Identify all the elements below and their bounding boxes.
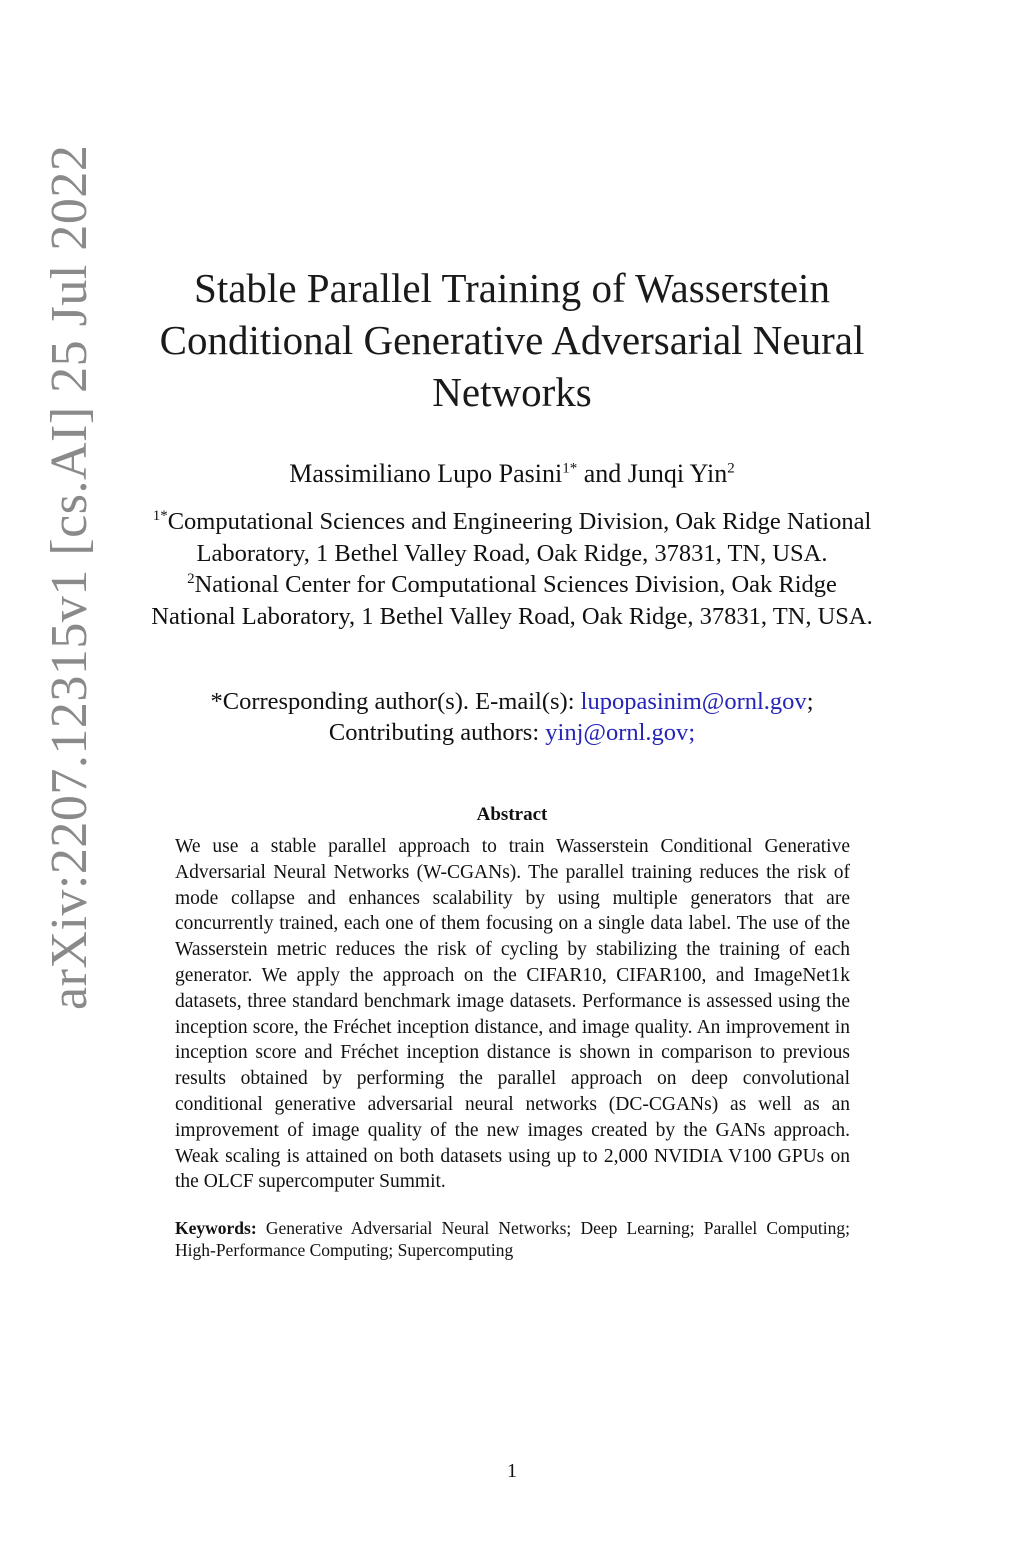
corresponding-email-separator: ;	[806, 688, 814, 715]
affiliation-2	[150, 569, 874, 632]
corresponding-author-label: *Corresponding author(s). E-mail(s):	[210, 688, 581, 715]
contributing-email-link[interactable]: yinj@ornl.gov	[545, 719, 689, 746]
author-name-2: Junqi Yin	[627, 459, 728, 488]
author-name-1: Massimiliano Lupo Pasini	[289, 459, 563, 488]
affiliation-2-marker: 2	[187, 570, 195, 587]
abstract-heading: Abstract	[476, 804, 548, 825]
contributing-author-line	[150, 717, 874, 748]
corresponding-author-line	[150, 686, 874, 717]
author-2-affiliation-marker: 2	[727, 460, 735, 477]
paper-first-page	[150, 262, 874, 1261]
keywords-block	[175, 1217, 855, 1261]
affiliation-1	[150, 506, 874, 569]
arxiv-identifier-stamp: arXiv:2207.12315v1 [cs.AI] 25 Jul 2022	[41, 144, 98, 1010]
paper-title: Stable Parallel Training of Wasserstein Conditional Generative Adversarial Neural Networks	[159, 265, 865, 415]
abstract-text: We use a stable parallel approach to train Wasserstein Conditional Generative Adversarial Neural Networks (W-CGANs). The parallel training reduces the risk of mode collapse and enhances scalability by using multiple generators that are concurrently trained, each one of them focusing on a single data label. The use of the Wasserstein metric reduces the risk of cycling by stabilizing the training of each generator. We apply the approach on the CIFAR10, CIFAR100, and ImageNet1k datasets, three standard benchmark image datasets. Performance is assessed using the inception score, the Fréchet inception distance, and image quality. An improvement in inception score and Fréchet inception distance is shown in comparison to previous results obtained by performing the parallel approach on deep convolutional conditional generative adversarial neural networks (DC-CGANs) as well as an improvement of image quality of the new images created by the GANs approach. Weak scaling is attained on both datasets using up to 2,000 NVIDIA V100 GPUs on the OLCF supercomputer Summit.	[175, 836, 850, 1193]
author-1-affiliation-marker: 1*	[562, 460, 578, 477]
author-conjunction: and	[577, 459, 628, 488]
affiliation-1-text: Computational Sciences and Engineering Division, Oak Ridge National Laboratory, 1 Bethel Valley Road, Oak Ridge, 37831, TN, USA.	[167, 508, 872, 567]
page-number: 1	[507, 1460, 517, 1482]
correspondence-block	[150, 686, 874, 748]
contributing-author-label: Contributing authors:	[328, 719, 546, 746]
affiliation-list	[150, 506, 874, 632]
corresponding-email-link[interactable]: lupopasinim@ornl.gov	[580, 688, 807, 715]
author-list	[150, 458, 874, 490]
keywords-text: Generative Adversarial Neural Networks; Deep Learning; Parallel Computing; High-Performance Computing; Supercomputing	[175, 1218, 855, 1261]
affiliation-1-marker: 1*	[152, 507, 168, 524]
contributing-email-separator: ;	[688, 719, 696, 746]
keywords-label: Keywords:	[175, 1218, 257, 1239]
affiliation-2-text: National Center for Computational Sciences Division, Oak Ridge National Laboratory, 1 Bethel Valley Road, Oak Ridge, 37831, TN, USA.	[151, 571, 873, 630]
